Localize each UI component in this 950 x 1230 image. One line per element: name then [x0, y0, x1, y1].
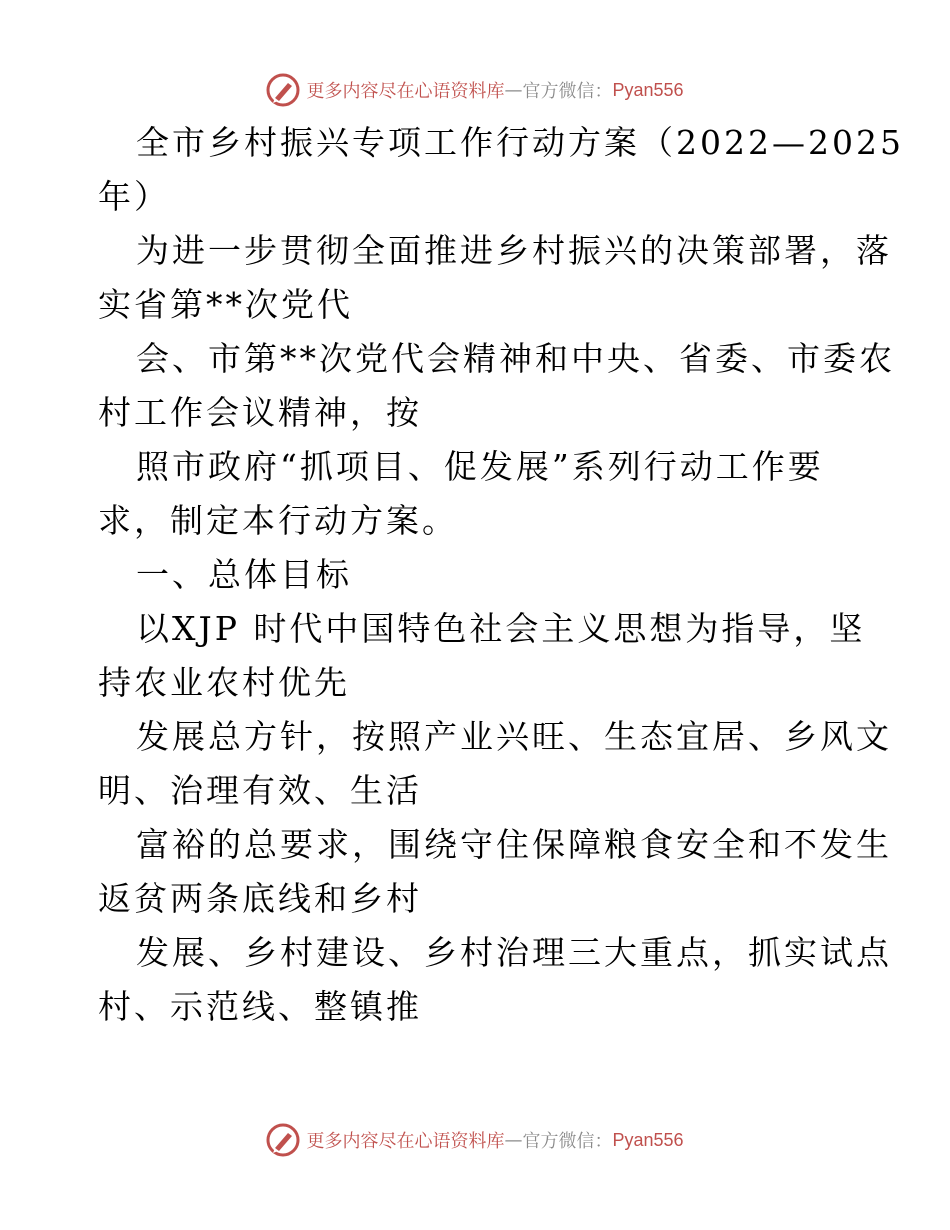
paragraph-line: 为进一步贯彻全面推进乡村振兴的决策部署，落	[136, 231, 892, 270]
paragraph-line: 明、治理有效、生活	[98, 771, 422, 810]
paragraph-line: 持农业农村优先	[98, 663, 350, 702]
paragraph-line: 求，制定本行动方案。	[98, 501, 458, 540]
section-heading: 一、总体目标	[136, 555, 352, 594]
doc-title-line: 全市乡村振兴专项工作行动方案（2022—2025	[136, 123, 904, 162]
paragraph-line: 富裕的总要求，围绕守住保障粮食安全和不发生	[136, 825, 892, 864]
watermark-label: 官方微信：	[522, 1131, 613, 1152]
paragraph-line: 发展、乡村建设、乡村治理三大重点，抓实试点	[136, 933, 892, 972]
watermark-id: Pyan556	[612, 1129, 684, 1150]
pen-logo-icon	[266, 1123, 300, 1157]
paragraph-line: 发展总方针，按照产业兴旺、生态宜居、乡风文	[136, 717, 892, 756]
paragraph-line: 照市政府“抓项目、促发展”系列行动工作要	[136, 447, 824, 486]
paragraph-line: 返贫两条底线和乡村	[98, 879, 422, 918]
paragraph-line: 村工作会议精神，按	[98, 393, 422, 432]
watermark-site: 更多内容尽在心语资料库	[306, 81, 505, 102]
document-body	[98, 116, 904, 1034]
watermark-separator: —	[504, 79, 523, 101]
paragraph-line: 会、市第**次党代会精神和中央、省委、市委农	[136, 339, 895, 378]
paragraph-line: 实省第**次党代	[98, 285, 353, 324]
doc-title-line: 年）	[98, 177, 170, 216]
header-watermark	[0, 70, 950, 110]
watermark-separator: —	[504, 1129, 523, 1151]
watermark-site: 更多内容尽在心语资料库	[306, 1131, 505, 1152]
watermark-label: 官方微信：	[522, 81, 613, 102]
watermark-id: Pyan556	[612, 79, 684, 100]
paragraph-line: 以XJP 时代中国特色社会主义思想为指导，坚	[136, 609, 866, 648]
paragraph-line: 村、示范线、整镇推	[98, 987, 422, 1026]
footer-watermark	[0, 1120, 950, 1160]
pen-logo-icon	[266, 73, 300, 107]
